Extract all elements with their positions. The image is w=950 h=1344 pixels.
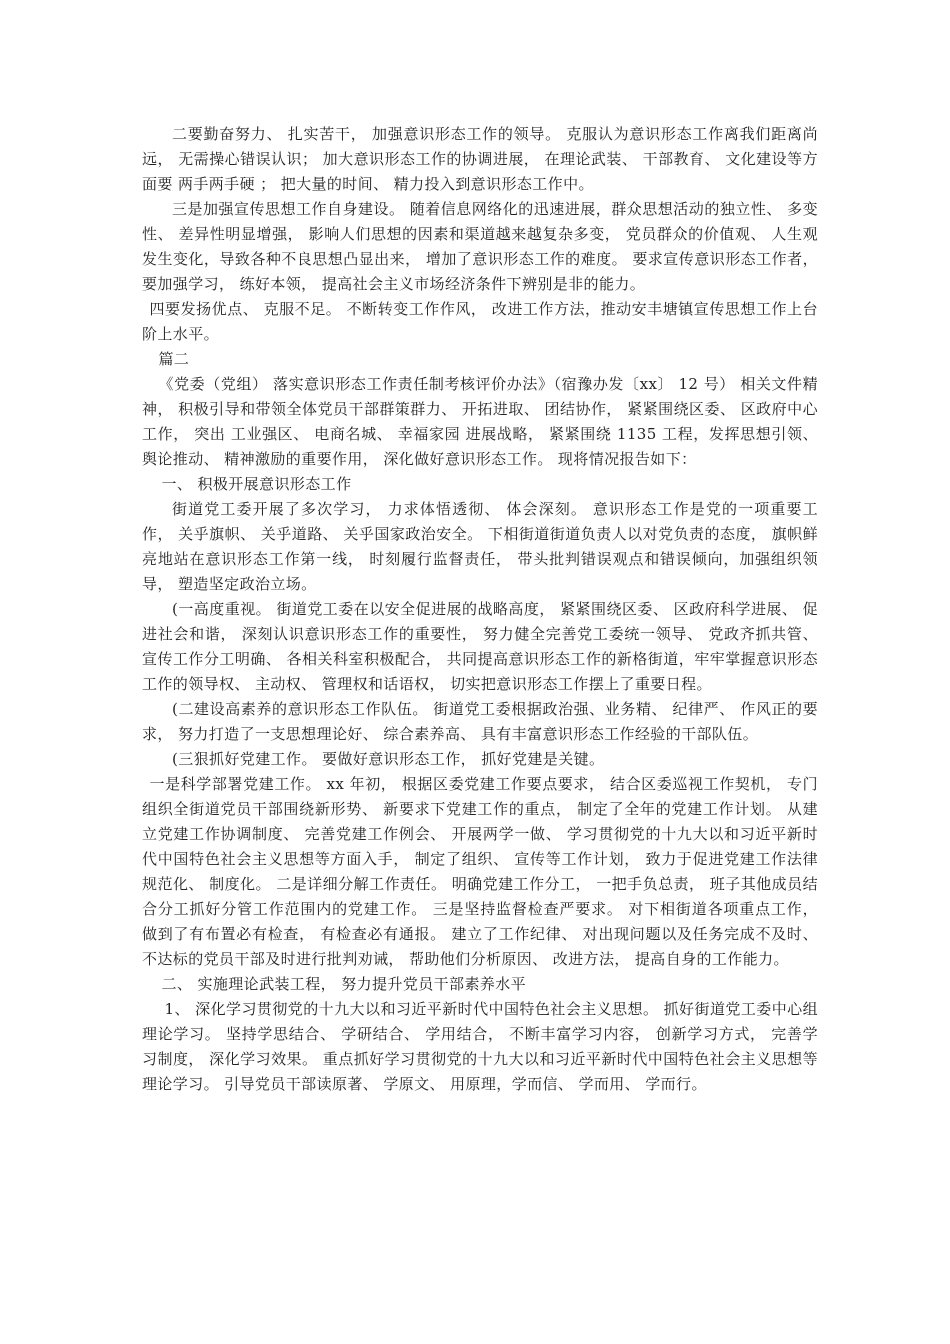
paragraph-study: 街道党工委开展了多次学习， 力求体悟透彻、 体会深刻。 意识形态工作是党的一项重要工作， 关乎旗帜、 关乎道路、 关乎国家政治安全。 下相街道街道负责人以对党负责的态度， 旗帜鲜亮地站在意识形态工作第一线， 时刻履行监督责任， 带头批判错误观点和错误倾向，加强组织领导， 塑造坚定政治立场。 xyxy=(142,500,818,593)
paragraph-leadership: 二要勤奋努力、 扎实苦干， 加强意识形态工作的领导。 克服认为意识形态工作离我们距离尚远， 无需操心错误认识； 加大意识形态工作的协调进展， 在理论武装、 干部教育、 文化建设等方面要 两手两手硬 ； 把大量的时间、 精力投入到意识形态工作中。 xyxy=(142,125,818,193)
heading-section-one: 一、 积极开展意识形态工作 xyxy=(161,475,352,493)
section-title-part-two: 篇二 xyxy=(158,350,190,368)
paragraph-party-plan: 一是科学部署党建工作。 xx 年初， 根据区委党建工作要点要求， 结合区委巡视工作契机， 专门组织全街道党员干部围绕新形势、 新要求下党建工作的重点， 制定了全年的党建工作计划。 从建立党建工作协调制度、 完善党建工作例会、 开展两学一做、 学习贯彻党的十九大以和习近平新时代中国特色社会主义思想等方面入手， 制定了组织、 宣传等工作计划， 致力于促进党建工作法律规范化、 制度化。 二是详细分解工作责任。 明确党建工作分工， 一把手负总责， 班子其他成员结合分工抓好分管工作范围内的党建工作。 三是坚持监督检查严要求。 对下相街道各项重点工作， 做到了有布置必有检查， 有检查必有通报。 建立了工作纪律、 对出现问题以及任务完成不及时、 不达标的党员干部及时进行批判劝诫， 帮助他们分析原因、 改进方法， 提高自身的工作能力。 xyxy=(142,775,818,968)
paragraph-self-building: 三是加强宣传思想工作自身建设。 随着信息网络化的迅速进展，群众思想活动的独立性、 多变性、 差异性明显增强， 影响人们思想的因素和渠道越来越复杂多变， 党员群众的价值观、 人生观发生变化，导致各种不良思想凸显出来， 增加了意识形态工作的难度。 要求宣传意识形态工作者， 要加强学习， 练好本领， 提高社会主义市场经济条件下辨别是非的能力。 xyxy=(142,200,818,293)
paragraph-improve-style: 四要发扬优点、 克服不足。 不断转变工作作风， 改进工作方法，推动安丰塘镇宣传思想工作上台阶上水平。 xyxy=(142,300,818,343)
paragraph-theory-study: 1、 深化学习贯彻党的十九大以和习近平新时代中国特色社会主义思想。 抓好街道党工委中心组理论学习。 坚持学思结合、 学研结合、 学用结合， 不断丰富学习内容， 创新学习方式， 完善学习制度， 深化学习效果。 重点抓好学习贯彻党的十九大以和习近平新时代中国特色社会主义思想等理论学习。 引导党员干部读原著、 学原文、 用原理，学而信、 学而用、 学而行。 xyxy=(142,1000,818,1093)
heading-section-two: 二、 实施理论武装工程， 努力提升党员干部素养水平 xyxy=(161,975,527,993)
paragraph-high-attention: (一高度重视。 街道党工委在以安全促进展的战略高度， 紧紧围绕区委、 区政府科学进展、 促进社会和谐， 深刻认识意识形态工作的重要性， 努力健全完善党工委统一领导、 党政齐抓共管、 宣传工作分工明确、 各相关科室积极配合， 共同提高意识形态工作的新格街道，牢牢掌握意识形态工作的领导权、 主动权、 管理权和话语权， 切实把意识形态工作摆上了重要日程。 xyxy=(142,600,818,693)
paragraph-team-building: (二建设高素养的意识形态工作队伍。 街道党工委根据政治强、业务精、 纪律严、 作风正的要求， 努力打造了一支思想理论好、 综合素养高、 具有丰富意识形态工作经验的干部队伍。 xyxy=(142,700,818,743)
paragraph-report-intro: 《党委（党组） 落实意识形态工作责任制考核评价办法》（宿豫办发〔xx〕 12 号） 相关文件精神， 积极引导和带领全体党员干部群策群力、 开拓进取、 团结协作， 紧紧围绕区委、 区政府中心工作， 突出 工业强区、 电商名城、 幸福家园 进展战略， 紧紧围绕 1135 工程，发挥思想引领、 舆论推动、 精神激励的重要作用， 深化做好意识形态工作。 现将情况报告如下： xyxy=(142,375,818,468)
document-page xyxy=(142,122,818,1097)
paragraph-party-building: (三狠抓好党建工作。 要做好意识形态工作， 抓好党建是关键。 xyxy=(172,750,605,768)
